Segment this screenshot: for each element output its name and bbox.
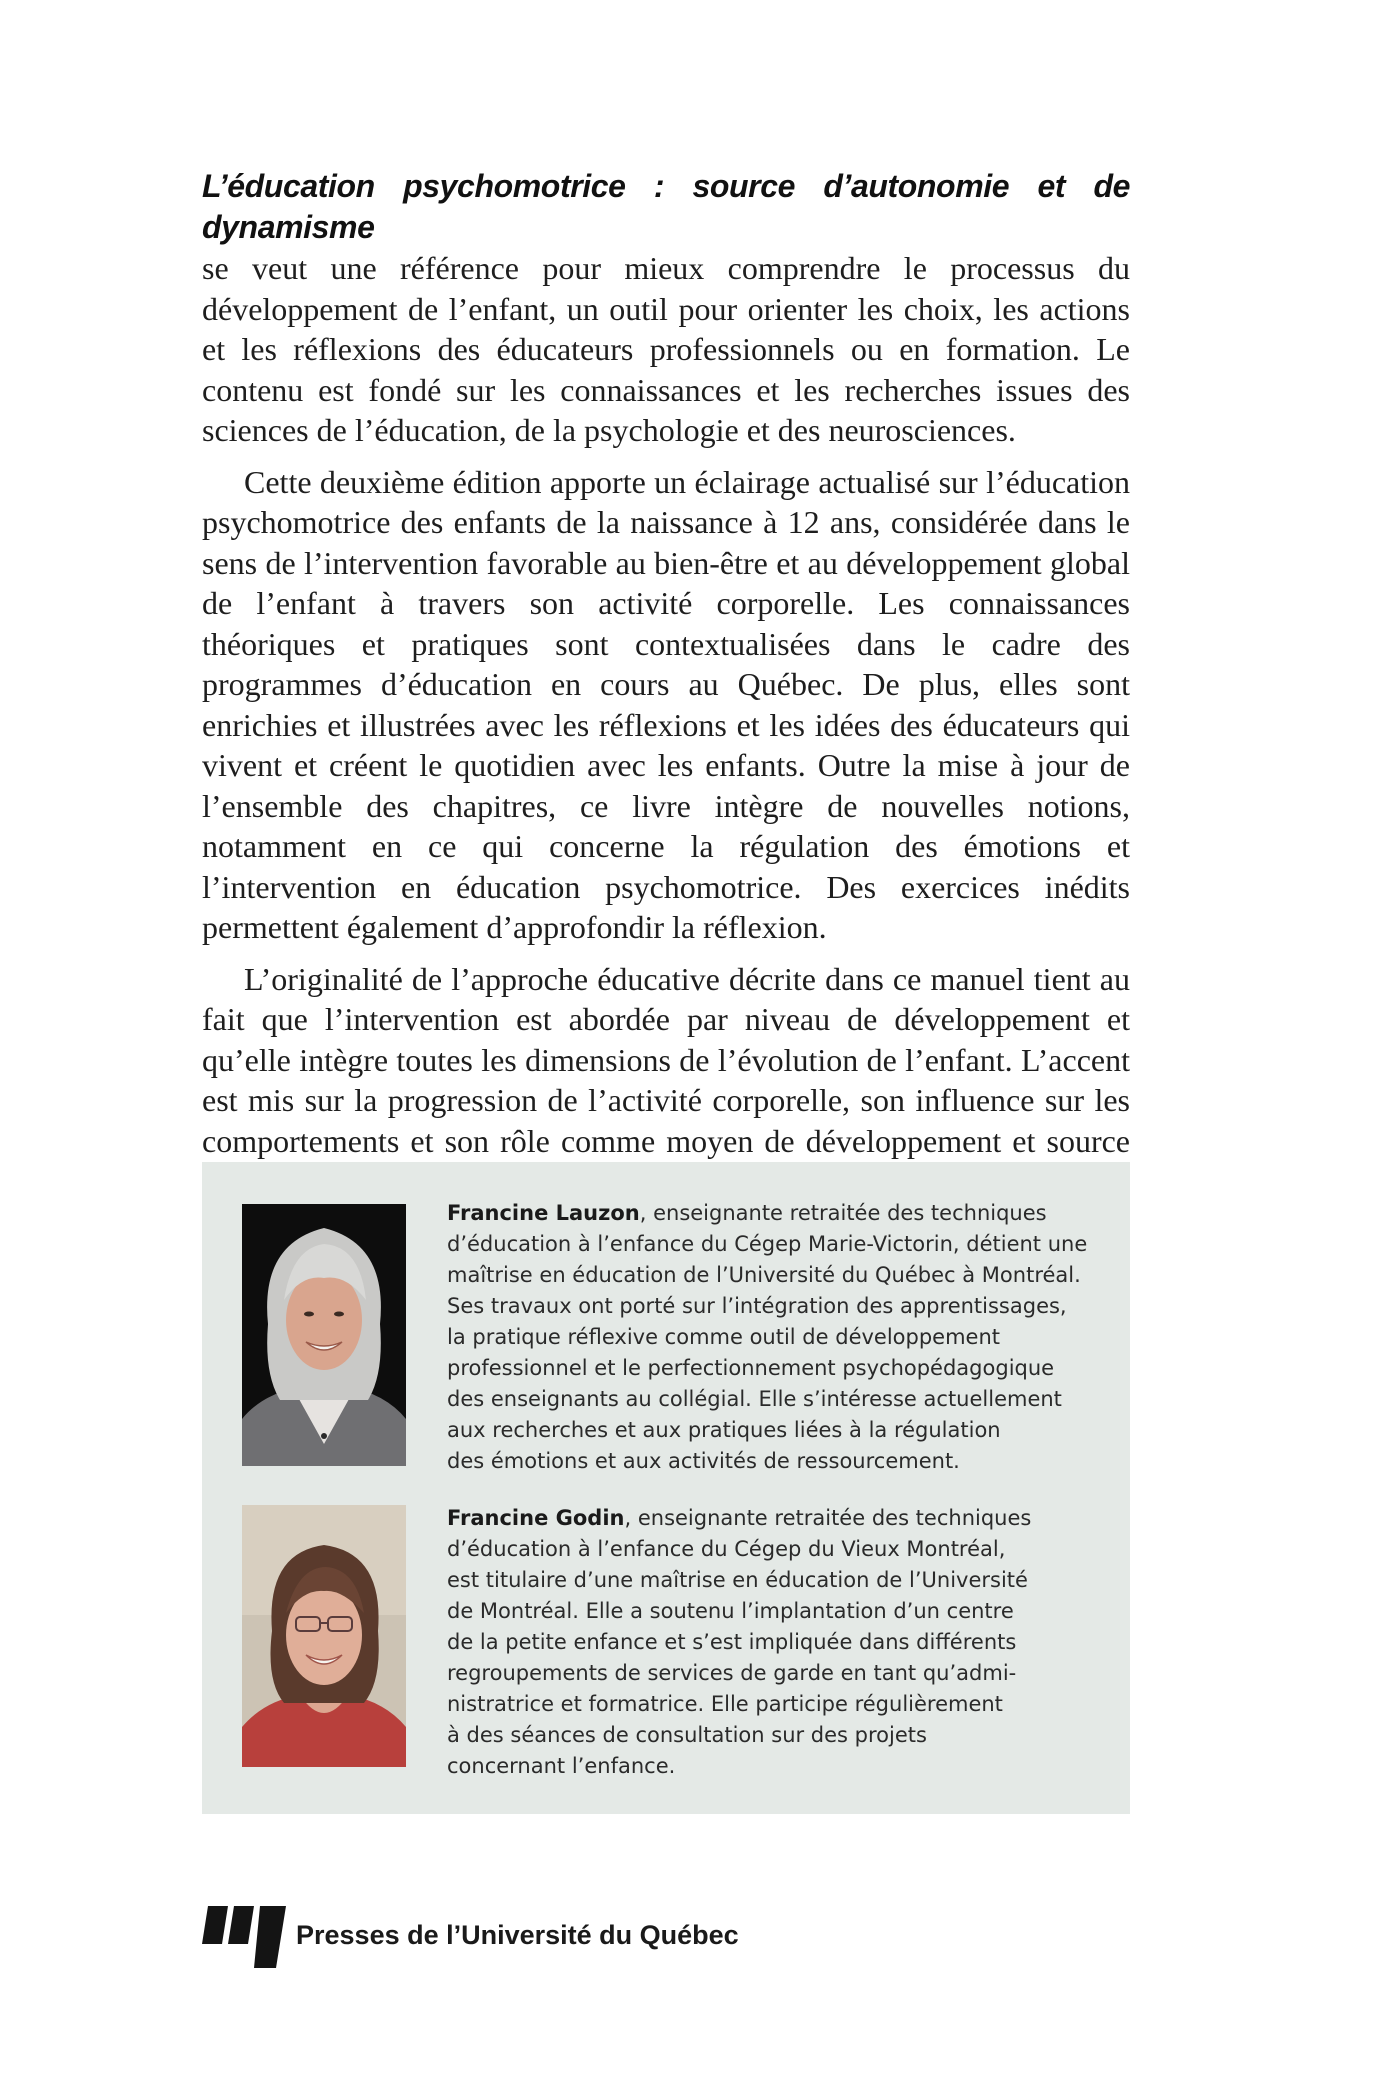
bio-line: Francine Godin, enseignante retraitée des techniques	[447, 1506, 1032, 1530]
author-bio-lauzon	[447, 1198, 1087, 1477]
bio-line: d’éducation à l’enfance du Cégep Marie-Victorin, détient une	[447, 1232, 1088, 1256]
bio-line: de Montréal. Elle a soutenu l’implantation d’un centre	[447, 1599, 1014, 1623]
bio-line: concernant l’enfance.	[447, 1754, 676, 1778]
bio-line: professionnel et le perfectionnement psychopédagogique	[447, 1356, 1055, 1380]
description-paragraph-3: L’originalité de l’approche éducative décrite dans ce manuel tient au fait que l’intervention est abordée par niveau de développement et qu’elle intègre toutes les dimensions de l’évolution de l’enfant. L’accent est mis sur la progression de l’activité corporelle, son influence sur les comportements et son rôle comme moyen de développement et source	[202, 960, 1130, 1159]
bio-line: des enseignants au collégial. Elle s’intéresse actuellement	[447, 1387, 1062, 1411]
author-name: Francine Godin	[447, 1506, 625, 1530]
author-photo-godin	[242, 1505, 406, 1767]
bio-line: Francine Lauzon, enseignante retraitée des techniques	[447, 1201, 1047, 1225]
bio-line: d’éducation à l’enfance du Cégep du Vieux Montréal,	[447, 1537, 1006, 1561]
bio-line: nistratrice et formatrice. Elle participe régulièrement	[447, 1692, 1003, 1716]
author-photo-lauzon	[242, 1204, 406, 1466]
paragraph-text: se veut une référence pour mieux comprendre le processus du développement de l’enfant, un outil pour orienter les choix, les actions et les réflexions des éducateurs professionnels ou en formation. Le contenu est fondé sur les connaissances et les recherches issues des sciences de l’éducation, de la psychologie et des neurosciences.	[202, 250, 1130, 448]
bio-line: est titulaire d’une maîtrise en éducation de l’Université	[447, 1568, 1028, 1592]
author-bio-godin	[447, 1503, 1087, 1782]
description-paragraph-2: Cette deuxième édition apporte un éclairage actualisé sur l’éducation psychomotrice des enfants de la naissance à 12 ans, considérée dans le sens de l’intervention favorable au bien-être et au développement global de l’enfant à travers son activité corporelle. Les connaissances théoriques et pratiques sont contextualisées dans le cadre des programmes d’éducation en cours au Québec. De plus, elles sont enrichies et illustrées avec les réflexions et les idées des éducateurs qui vivent et créent le quotidien avec les enfants. Outre la mise à jour de l’ensemble des chapitres, ce livre intègre de nouvelles notions, notamment en ce qui concerne la régulation des émotions et l’intervention en éducation psychomotrice. Des exercices inédits permettent également d’approfondir la réflexion.	[202, 463, 1130, 945]
publisher-name: Presses de l’Université du Québec	[296, 1920, 739, 1950]
bio-line: la pratique réflexive comme outil de développement	[447, 1325, 1001, 1349]
bio-line: de la petite enfance et s’est impliquée dans différents	[447, 1630, 1017, 1654]
bio-line: Ses travaux ont porté sur l’intégration des apprentissages,	[447, 1294, 1067, 1318]
author-bios-panel	[202, 1162, 1130, 1814]
bio-line: maîtrise en éducation de l’Université du Québec à Montréal.	[447, 1263, 1081, 1287]
puq-logo-icon	[202, 1906, 286, 1968]
bio-line: à des séances de consultation sur des projets	[447, 1723, 927, 1747]
bio-line: aux recherches et aux pratiques liées à la régulation	[447, 1418, 1001, 1442]
book-description	[202, 166, 1130, 1213]
bio-line: regroupements de services de garde en tant qu’admi-	[447, 1661, 1017, 1685]
book-title: L’éducation psychomotrice : source d’autonomie et de dynamisme	[202, 168, 1130, 245]
publisher-block	[202, 1906, 902, 1968]
description-paragraph-1	[202, 166, 1130, 451]
bio-line: des émotions et aux activités de ressourcement.	[447, 1449, 960, 1473]
author-name: Francine Lauzon	[447, 1201, 640, 1225]
